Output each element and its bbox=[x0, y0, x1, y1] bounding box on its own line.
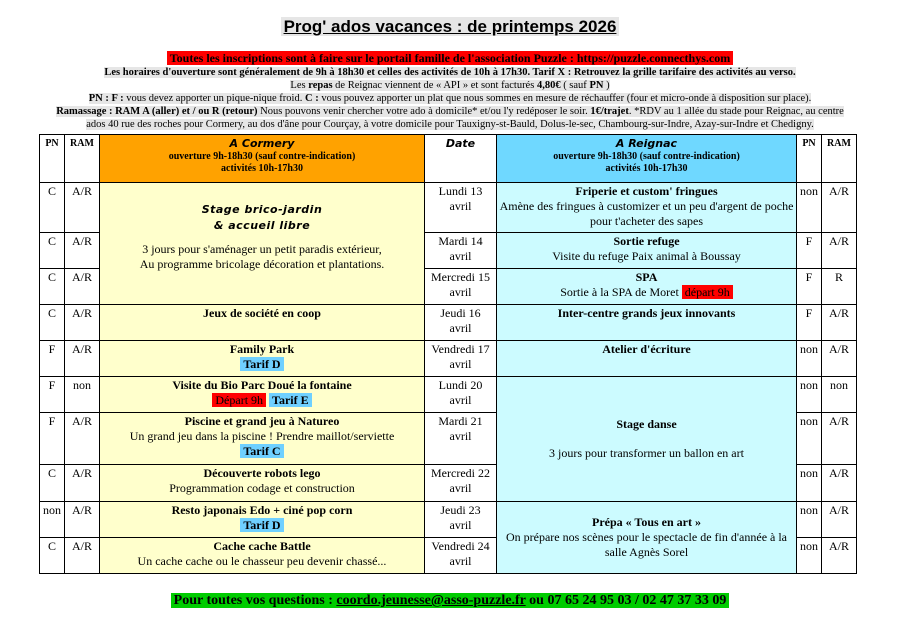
info-line-meals: Les repas de Reignac viennent de « API » et sont facturés 4,80€ ( sauf PN ) bbox=[290, 80, 610, 91]
cormery-family-park-cell: Family Park Tarif D bbox=[100, 341, 425, 377]
ram-reignac-cell: A/R bbox=[822, 502, 857, 538]
reignac-intercentre-cell: Inter-centre grands jeux innovants bbox=[497, 305, 797, 341]
reignac-refuge-cell: Sortie refuge Visite du refuge Paix animal à Boussay bbox=[497, 233, 797, 269]
ram-reignac-cell: A/R bbox=[822, 233, 857, 269]
ram-reignac-cell: non bbox=[822, 377, 857, 413]
ram-cormery-cell: A/R bbox=[65, 502, 100, 538]
cormery-stage-brico-cell: Stage brico-jardin & accueil libre 3 jours pour s'aménager un petit paradis extérieur, Au programme bricolage décoration et plantations. bbox=[100, 183, 425, 305]
table-row bbox=[40, 183, 857, 233]
pn-cormery-cell: C bbox=[40, 183, 65, 233]
pn-reignac-cell: non bbox=[797, 377, 822, 413]
departure-badge: départ 9h bbox=[682, 285, 733, 299]
date-cell: Mercredi 15 avril bbox=[425, 269, 497, 305]
cormery-robots-cell: Découverte robots lego Programmation codage et construction bbox=[100, 465, 425, 502]
date-cell: Mercredi 22 avril bbox=[425, 465, 497, 502]
table-row bbox=[40, 377, 857, 413]
info-line-hours: Les horaires d'ouverture sont généralement de 9h à 18h30 et celles des activités de 10h à 17h30. Tarif X : Retrouvez la grille tarifaire des activités au verso. bbox=[104, 67, 796, 78]
cormery-piscine-cell: Piscine et grand jeu à Natureo Un grand jeu dans la piscine ! Prendre maillot/serviette Tarif C bbox=[100, 413, 425, 465]
pn-reignac-cell: non bbox=[797, 183, 822, 233]
info-line-picnic: PN : F : vous devez apporter un pique-nique froid. C : vous pouvez apporter un plat que nous sommes en mesure de réchauffer (four et micro-onde à disposition sur place). bbox=[88, 93, 812, 104]
ram-reignac-cell: A/R bbox=[822, 413, 857, 465]
ram-reignac-cell: A/R bbox=[822, 465, 857, 502]
header-ram-reignac: RAM bbox=[822, 135, 857, 183]
contact-line: Pour toutes vos questions : coordo.jeunesse@asso-puzzle.fr ou 07 65 24 95 03 / 02 47 37 33 09 bbox=[171, 593, 730, 608]
pn-reignac-cell: non bbox=[797, 502, 822, 538]
ram-reignac-cell: A/R bbox=[822, 341, 857, 377]
date-cell: Vendredi 17 avril bbox=[425, 341, 497, 377]
date-cell: Jeudi 23 avril bbox=[425, 502, 497, 538]
contact-email-link[interactable]: coordo.jeunesse@asso-puzzle.fr bbox=[336, 593, 526, 608]
ram-cormery-cell: A/R bbox=[65, 183, 100, 233]
info-block bbox=[0, 66, 900, 131]
footer bbox=[0, 591, 900, 609]
pn-reignac-cell: non bbox=[797, 465, 822, 502]
pn-cormery-cell: C bbox=[40, 465, 65, 502]
reignac-prepa-cell: Prépa « Tous en art » On prépare nos scènes pour le spectacle de fin d'année à la salle Agnès Sorel bbox=[497, 502, 797, 574]
date-cell: Mardi 21 avril bbox=[425, 413, 497, 465]
pn-reignac-cell: F bbox=[797, 269, 822, 305]
header-ram-cormery: RAM bbox=[65, 135, 100, 183]
reignac-atelier-cell: Atelier d'écriture bbox=[497, 341, 797, 377]
ram-cormery-cell: A/R bbox=[65, 269, 100, 305]
pn-cormery-cell: C bbox=[40, 269, 65, 305]
pn-reignac-cell: non bbox=[797, 341, 822, 377]
pn-cormery-cell: C bbox=[40, 233, 65, 269]
date-cell: Lundi 13 avril bbox=[425, 183, 497, 233]
ram-cormery-cell: A/R bbox=[65, 413, 100, 465]
cormery-jeux-cell: Jeux de société en coop bbox=[100, 305, 425, 341]
schedule-table bbox=[39, 134, 857, 574]
page-title: Prog' ados vacances : de printemps 2026 bbox=[281, 17, 620, 36]
pn-reignac-cell: non bbox=[797, 538, 822, 574]
table-row bbox=[40, 341, 857, 377]
departure-badge: Départ 9h bbox=[212, 393, 266, 407]
pn-cormery-cell: F bbox=[40, 341, 65, 377]
header-cormery: A Cormery ouverture 9h-18h30 (sauf contre-indication) activités 10h-17h30 bbox=[100, 135, 425, 183]
registration-banner-wrap bbox=[0, 52, 900, 66]
registration-banner: Toutes les inscriptions sont à faire sur le portail famille de l'association Puzzle : https://puzzle.connecthys.com bbox=[167, 51, 733, 65]
header-pn-cormery: PN bbox=[40, 135, 65, 183]
ram-cormery-cell: A/R bbox=[65, 538, 100, 574]
ram-cormery-cell: A/R bbox=[65, 233, 100, 269]
table-row bbox=[40, 305, 857, 341]
pn-reignac-cell: F bbox=[797, 305, 822, 341]
pn-cormery-cell: non bbox=[40, 502, 65, 538]
pn-reignac-cell: F bbox=[797, 233, 822, 269]
pn-cormery-cell: F bbox=[40, 377, 65, 413]
ram-cormery-cell: A/R bbox=[65, 305, 100, 341]
header-date: Date bbox=[425, 135, 497, 183]
cormery-bioparc-cell: Visite du Bio Parc Doué la fontaine Départ 9h Tarif E bbox=[100, 377, 425, 413]
ram-reignac-cell: R bbox=[822, 269, 857, 305]
ram-cormery-cell: A/R bbox=[65, 341, 100, 377]
reignac-danse-cell: Stage danse 3 jours pour transformer un ballon en art bbox=[497, 377, 797, 502]
tarif-badge: Tarif D bbox=[240, 357, 283, 371]
ram-cormery-cell: A/R bbox=[65, 465, 100, 502]
info-line-addresses: ados 40 rue des roches pour Cormery, au dos d'âne pour Courçay, à votre domicile pour Tauxigny-st-Bauld, Dolus-le-sec, Chambourg-sur-Indre, Azay-sur-Indre et Chedigny. bbox=[86, 119, 814, 130]
pn-cormery-cell: C bbox=[40, 538, 65, 574]
ram-reignac-cell: A/R bbox=[822, 183, 857, 233]
tarif-badge: Tarif D bbox=[240, 518, 283, 532]
tarif-badge: Tarif C bbox=[240, 444, 283, 458]
info-line-pickup: Ramassage : RAM A (aller) et / ou R (retour) Nous pouvons venir chercher votre ado à domicile* et/ou l'y redéposer le soir. 1€/trajet. *RDV au 1 allée du stade pour Reignac, au centre bbox=[56, 106, 844, 117]
ram-reignac-cell: A/R bbox=[822, 538, 857, 574]
tarif-badge: Tarif E bbox=[269, 393, 312, 407]
date-cell: Jeudi 16 avril bbox=[425, 305, 497, 341]
date-cell: Vendredi 24 avril bbox=[425, 538, 497, 574]
cormery-cache-cell: Cache cache Battle Un cache cache ou le chasseur peu devenir chassé... bbox=[100, 538, 425, 574]
header-reignac: A Reignac ouverture 9h-18h30 (sauf contre-indication) activités 10h-17h30 bbox=[497, 135, 797, 183]
page-title-wrap bbox=[0, 17, 900, 37]
ram-cormery-cell: non bbox=[65, 377, 100, 413]
ram-reignac-cell: A/R bbox=[822, 305, 857, 341]
date-cell: Lundi 20 avril bbox=[425, 377, 497, 413]
pn-cormery-cell: F bbox=[40, 413, 65, 465]
reignac-spa-cell: SPA Sortie à la SPA de Moret départ 9h bbox=[497, 269, 797, 305]
cormery-resto-cell: Resto japonais Edo + ciné pop corn Tarif D bbox=[100, 502, 425, 538]
reignac-friperie-cell: Friperie et custom' fringues Amène des fringues à customizer et un peu d'argent de poche pour t'acheter des sapes bbox=[497, 183, 797, 233]
header-pn-reignac: PN bbox=[797, 135, 822, 183]
header-row bbox=[40, 135, 857, 183]
pn-reignac-cell: non bbox=[797, 413, 822, 465]
date-cell: Mardi 14 avril bbox=[425, 233, 497, 269]
table-row bbox=[40, 502, 857, 538]
pn-cormery-cell: C bbox=[40, 305, 65, 341]
